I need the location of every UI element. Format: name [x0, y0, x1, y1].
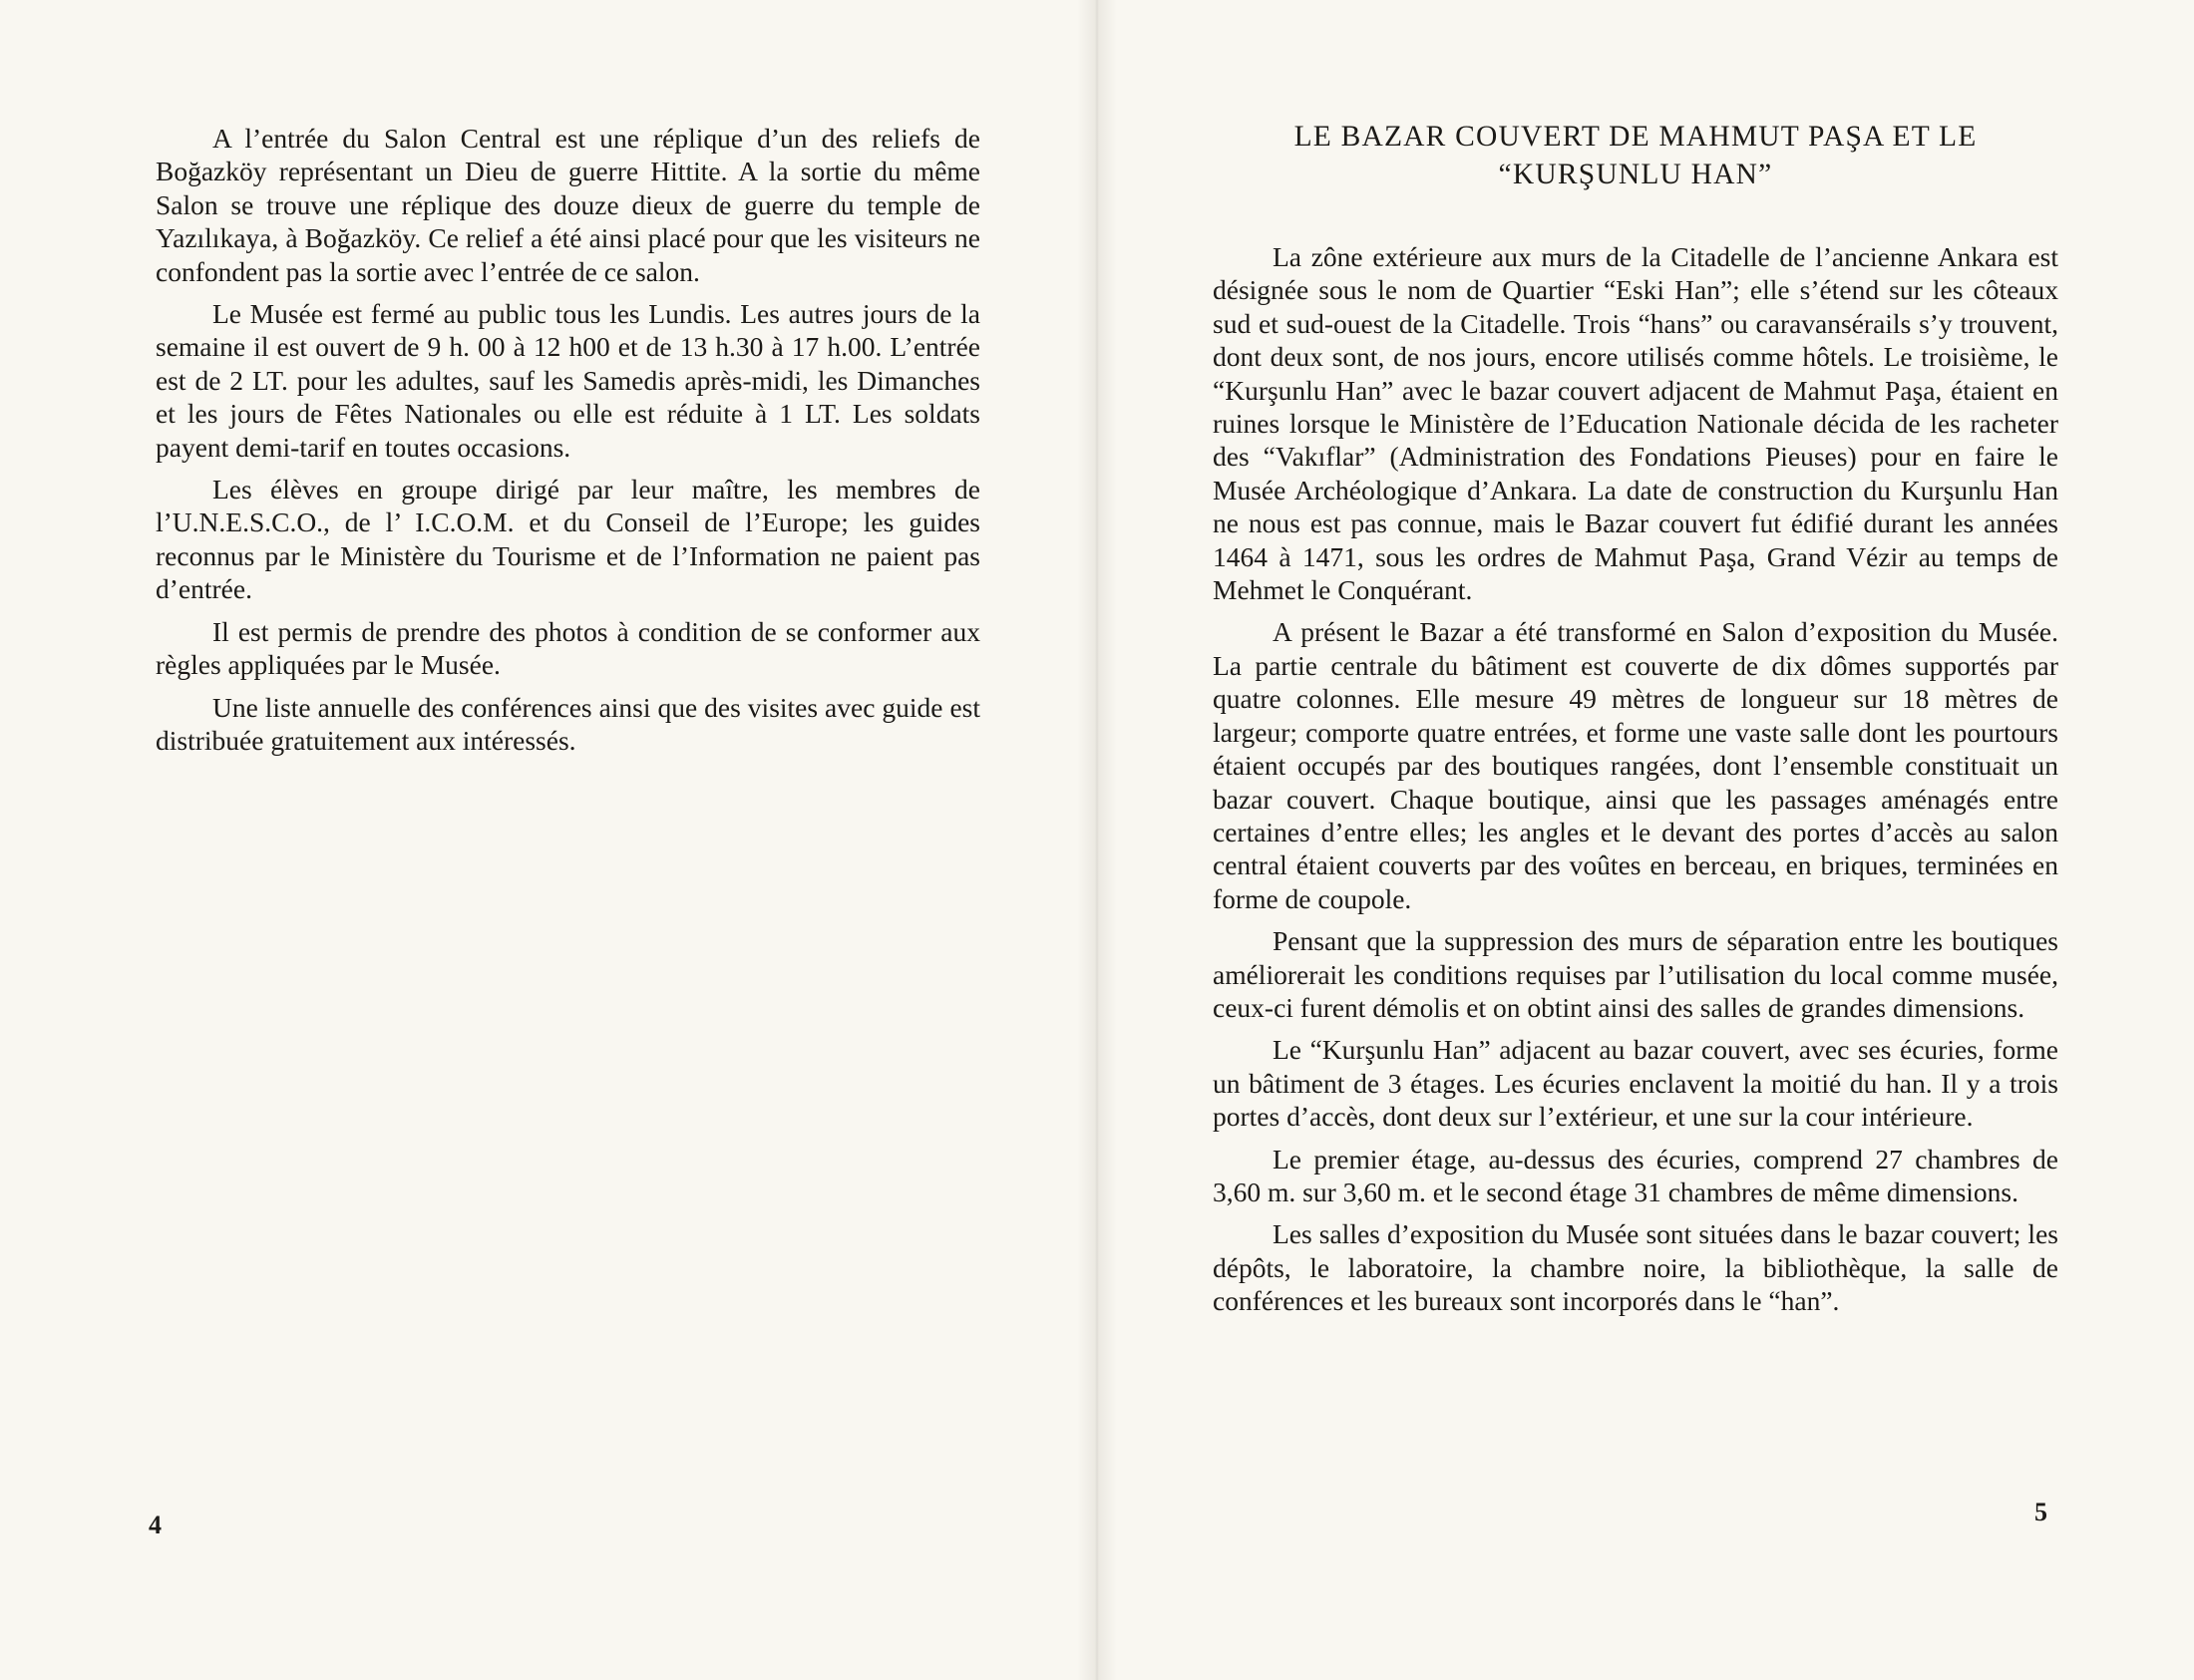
chapter-heading	[1213, 118, 2058, 193]
paragraph: La zône extérieure aux murs de la Citadelle de l’ancienne Ankara est désignée sous le nom de Quartier “Eski Han”; elle s’étend sur les côteaux sud et sud-ouest de la Citadelle. Trois “hans” ou caravansérails s’y trouvent, dont deux sont, de nos jours, encore utilisés comme hôtels. Le troisième, le “Kurşunlu Han” avec le bazar couvert adjacent de Mahmut Paşa, étaient en ruines lorsque le Ministère de l’Education Nationale décida de les racheter des “Vakıflar” (Administration des Fondations Pieuses) pour en faire le Musée Archéologique d’Ankara. La date de construction du Kurşunlu Han ne nous est pas connue, mais le Bazar couvert fut édifié durant les années 1464 à 1471, sous les ordres de Mahmut Paşa, Grand Vézir au temps de Mehmet le Conquérant.	[1213, 241, 2058, 606]
right-page-body	[1213, 240, 2058, 1327]
heading-line-2: “KURŞUNLU HAN”	[1498, 159, 1773, 190]
paragraph: Pensant que la suppression des murs de séparation entre les boutiques améliorerait les conditions requises par l’utilisation du local comme musée, ceux-ci furent démolis et on obtint ainsi des salles de grandes dimensions.	[1213, 925, 2058, 1023]
paragraph: Une liste annuelle des conférences ainsi que des visites avec guide est distribuée gratuitement aux intéressés.	[156, 691, 980, 756]
page-number-left: 4	[149, 1511, 162, 1539]
paragraph: Les élèves en groupe dirigé par leur maître, les membres de l’U.N.E.S.C.O., de l’ I.C.O.M. et du Conseil de l’Europe; les guides reconnus par le Ministère du Tourisme et de l’Information ne paient pas d’entrée.	[156, 474, 980, 605]
paragraph: Les salles d’exposition du Musée sont situées dans le bazar couvert; les dépôts, le laboratoire, la chambre noire, la bibliothèque, la salle de conférences et les bureaux sont incorporés dans le “han”.	[1213, 1218, 2058, 1317]
paragraph: A présent le Bazar a été transformé en Salon d’exposition du Musée. La partie centrale du bâtiment est couverte de dix dômes supportés par quatre colonnes. Elle mesure 49 mètres de longueur sur 18 mètres de largeur; comporte quatre entrées, et forme une vaste salle dont les pourtours étaient occupés par des boutiques rangées, dont l’ensemble constituait un bazar couvert. Chaque boutique, ainsi que les passages aménagés entre certaines d’entre elles; les angles et le devant des portes d’accès au salon central étaient couverts par des voûtes en berceau, en briques, terminées en forme de coupole.	[1213, 616, 2058, 914]
paragraph: Il est permis de prendre des photos à condition de se conformer aux règles appliquées par le Musée.	[156, 615, 980, 681]
paragraph: A l’entrée du Salon Central est une réplique d’un des reliefs de Boğazköy représentant un Dieu de guerre Hittite. A la sortie du même Salon se trouve une réplique des douze dieux de guerre du temple de Yazılıkaya, à Boğazköy. Ce relief a été ainsi placé pour que les visiteurs ne confondent pas la sortie avec l’entrée de ce salon.	[156, 123, 980, 287]
page-number-right: 5	[2034, 1498, 2047, 1526]
paragraph: Le “Kurşunlu Han” adjacent au bazar couvert, avec ses écuries, forme un bâtiment de 3 étages. Les écuries enclavent la moitié du han. Il y a trois portes d’accès, dont deux sur l’extérieur, et une sur la cour intérieure.	[1213, 1034, 2058, 1133]
paragraph: Le Musée est fermé au public tous les Lundis. Les autres jours de la semaine il est ouvert de 9 h. 00 à 12 h00 et de 13 h.30 à 17 h.00. L’entrée est de 2 LT. pour les adultes, sauf les Samedis après-midi, les Dimanches et les jours de Fêtes Nationales ou elle est réduite à 1 LT. Les soldats payent demi-tarif en toutes occasions.	[156, 298, 980, 463]
left-page-body	[156, 122, 980, 766]
paragraph: Le premier étage, au-dessus des écuries, comprend 27 chambres de 3,60 m. sur 3,60 m. et le second étage 31 chambres de même dimensions.	[1213, 1143, 2058, 1207]
right-page	[1097, 0, 2194, 1680]
heading-line-1: LE BAZAR COUVERT DE MAHMUT PAŞA ET LE	[1293, 121, 1978, 153]
